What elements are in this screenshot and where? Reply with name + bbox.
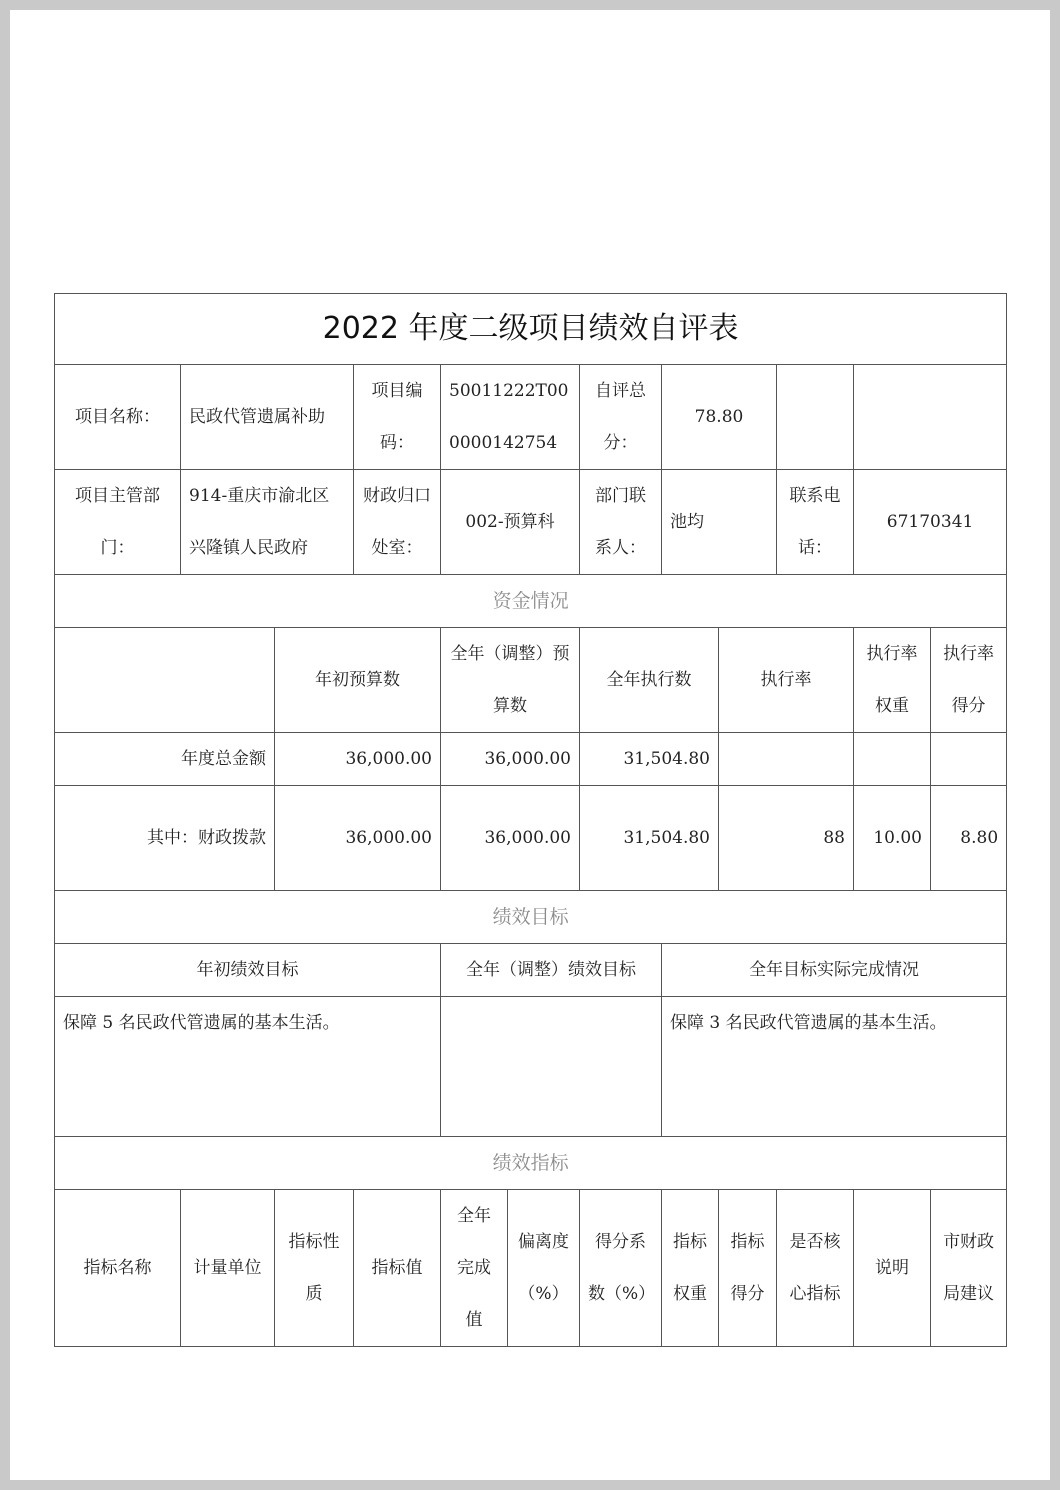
goal-actual-text: 保障 3 名民政代管遗属的基本生活。: [662, 997, 1007, 1137]
funds-executed: 31,504.80: [580, 733, 719, 786]
goals-section-title: 绩效目标: [55, 891, 1007, 944]
funds-header-initial: 年初预算数: [275, 628, 441, 733]
goals-header-actual: 全年目标实际完成情况: [662, 944, 1007, 997]
form-title: 2022 年度二级项目绩效自评表: [55, 294, 1007, 365]
project-code-value: 50011222T000000142754: [441, 365, 580, 470]
phone-value: 67170341: [854, 470, 1007, 575]
goal-initial-text: 保障 5 名民政代管遗属的基本生活。: [55, 997, 441, 1137]
indicator-header-deviation: 偏离度（%）: [508, 1190, 580, 1347]
funds-adjusted: 36,000.00: [441, 733, 580, 786]
funds-header-blank: [55, 628, 275, 733]
indicator-header-weight: 指标权重: [662, 1190, 719, 1347]
funds-score: [931, 733, 1007, 786]
goals-header-adjusted: 全年（调整）绩效目标: [441, 944, 662, 997]
indicators-section-title: 绩效指标: [55, 1137, 1007, 1190]
funds-row-label: 年度总金额: [55, 733, 275, 786]
funds-header-executed: 全年执行数: [580, 628, 719, 733]
empty-cell: [777, 365, 854, 470]
finance-office-label: 财政归口处室：: [354, 470, 441, 575]
indicator-header-score: 指标得分: [719, 1190, 777, 1347]
empty-cell: [854, 365, 1007, 470]
goal-adjusted-text: [441, 997, 662, 1137]
funds-rate: [719, 733, 854, 786]
funds-header-weight: 执行率权重: [854, 628, 931, 733]
indicator-header-suggestion: 市财政局建议: [931, 1190, 1007, 1347]
funds-adjusted: 36,000.00: [441, 786, 580, 891]
funds-row-label: 其中：财政拨款: [55, 786, 275, 891]
indicator-header-value: 指标值: [354, 1190, 441, 1347]
contact-label: 部门联系人：: [580, 470, 662, 575]
table-row: [55, 786, 1007, 891]
project-code-label: 项目编码：: [354, 365, 441, 470]
funds-header-score: 执行率得分: [931, 628, 1007, 733]
indicator-header-unit: 计量单位: [181, 1190, 275, 1347]
project-name-value: 民政代管遗属补助: [181, 365, 354, 470]
funds-section-title: 资金情况: [55, 575, 1007, 628]
table-row: [55, 733, 1007, 786]
indicator-header-completed: 全年完成值: [441, 1190, 508, 1347]
indicator-header-core: 是否核心指标: [777, 1190, 854, 1347]
department-value: 914-重庆市渝北区兴隆镇人民政府: [181, 470, 354, 575]
funds-executed: 31,504.80: [580, 786, 719, 891]
self-score-value: 78.80: [662, 365, 777, 470]
phone-label: 联系电话：: [777, 470, 854, 575]
department-label: 项目主管部门：: [55, 470, 181, 575]
contact-value: 池均: [662, 470, 777, 575]
funds-weight: 10.00: [854, 786, 931, 891]
indicator-header-coefficient: 得分系数（%）: [580, 1190, 662, 1347]
funds-rate: 88: [719, 786, 854, 891]
self-score-label: 自评总分：: [580, 365, 662, 470]
funds-score: 8.80: [931, 786, 1007, 891]
performance-evaluation-form: [54, 293, 1007, 1347]
indicator-header-name: 指标名称: [55, 1190, 181, 1347]
funds-initial: 36,000.00: [275, 733, 441, 786]
project-name-label: 项目名称：: [55, 365, 181, 470]
document-page: [10, 10, 1050, 1480]
goals-header-initial: 年初绩效目标: [55, 944, 441, 997]
indicator-header-nature: 指标性质: [275, 1190, 354, 1347]
funds-weight: [854, 733, 931, 786]
funds-header-adjusted: 全年（调整）预算数: [441, 628, 580, 733]
finance-office-value: 002-预算科: [441, 470, 580, 575]
funds-initial: 36,000.00: [275, 786, 441, 891]
indicator-header-note: 说明: [854, 1190, 931, 1347]
funds-header-rate: 执行率: [719, 628, 854, 733]
